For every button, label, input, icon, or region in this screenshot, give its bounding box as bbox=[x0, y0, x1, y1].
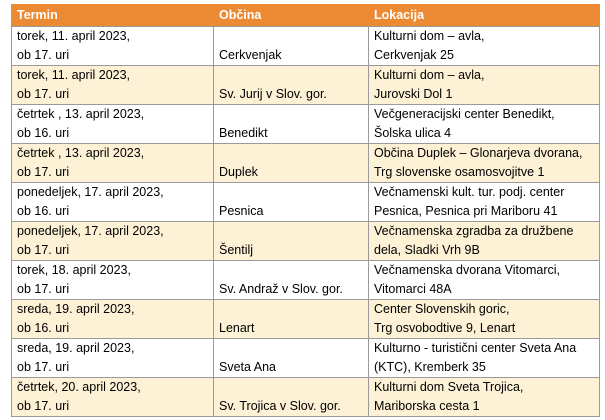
cell-obcina bbox=[214, 183, 369, 222]
termin-line: ob 17. uri bbox=[17, 360, 70, 374]
cell-obcina bbox=[214, 378, 369, 417]
termin-line: ob 17. uri bbox=[17, 48, 70, 62]
cell-termin bbox=[12, 183, 214, 222]
cell-termin bbox=[12, 261, 214, 300]
obcina-text: Cerkvenjak bbox=[219, 48, 282, 62]
termin-line: ob 16. uri bbox=[17, 126, 70, 140]
termin-line: četrtek, 20. april 2023, bbox=[17, 380, 141, 394]
cell-lokacija bbox=[369, 261, 600, 300]
obcina-text: Benedikt bbox=[219, 126, 268, 140]
termin-line: ob 17. uri bbox=[17, 243, 70, 257]
cell-lokacija bbox=[369, 300, 600, 339]
obcina-text: Duplek bbox=[219, 165, 258, 179]
termin-line: ob 17. uri bbox=[17, 87, 70, 101]
lokacija-line: Večnamenski kult. tur. podj. center bbox=[374, 185, 565, 199]
lokacija-line: Večnamenska zgradba za družbene bbox=[374, 224, 574, 238]
cell-obcina bbox=[214, 300, 369, 339]
lokacija-line: Kulturni dom – avla, bbox=[374, 68, 485, 82]
cell-obcina bbox=[214, 144, 369, 183]
termin-line: ob 17. uri bbox=[17, 282, 70, 296]
termin-line: ob 16. uri bbox=[17, 204, 70, 218]
table-row bbox=[12, 300, 600, 339]
termin-line: sreda, 19. april 2023, bbox=[17, 341, 135, 355]
table-row bbox=[12, 339, 600, 378]
termin-line: torek, 18. april 2023, bbox=[17, 263, 131, 277]
table-row bbox=[12, 183, 600, 222]
schedule-table bbox=[11, 4, 600, 417]
termin-line: ob 16. uri bbox=[17, 321, 70, 335]
cell-obcina bbox=[214, 105, 369, 144]
termin-line: torek, 11. april 2023, bbox=[17, 68, 131, 82]
cell-obcina bbox=[214, 339, 369, 378]
table-row bbox=[12, 27, 600, 66]
cell-termin bbox=[12, 66, 214, 105]
termin-line: ponedeljek, 17. april 2023, bbox=[17, 185, 164, 199]
cell-lokacija bbox=[369, 144, 600, 183]
table-row bbox=[12, 105, 600, 144]
termin-line: četrtek , 13. april 2023, bbox=[17, 107, 145, 121]
obcina-text: Lenart bbox=[219, 321, 255, 335]
lokacija-line: Center Slovenskih goric, bbox=[374, 302, 510, 316]
lokacija-line: Pesnica, Pesnica pri Mariboru 41 bbox=[374, 204, 558, 218]
cell-lokacija bbox=[369, 339, 600, 378]
obcina-text: Sv. Jurij v Slov. gor. bbox=[219, 87, 327, 101]
cell-lokacija bbox=[369, 105, 600, 144]
cell-termin bbox=[12, 300, 214, 339]
lokacija-line: Kulturno - turistični center Sveta Ana bbox=[374, 341, 577, 355]
cell-lokacija bbox=[369, 378, 600, 417]
termin-line: torek, 11. april 2023, bbox=[17, 29, 131, 43]
lokacija-line: Trg slovenske osamosvojitve 1 bbox=[374, 165, 545, 179]
termin-line: ob 17. uri bbox=[17, 165, 70, 179]
lokacija-line: Vitomarci 48A bbox=[374, 282, 452, 296]
obcina-text: Sveta Ana bbox=[219, 360, 276, 374]
cell-termin bbox=[12, 378, 214, 417]
cell-obcina bbox=[214, 27, 369, 66]
cell-termin bbox=[12, 105, 214, 144]
lokacija-line: Trg osvobodtive 9, Lenart bbox=[374, 321, 516, 335]
obcina-text: Sv. Andraž v Slov. gor. bbox=[219, 282, 343, 296]
cell-lokacija bbox=[369, 183, 600, 222]
table-row bbox=[12, 378, 600, 417]
header-termin: Termin bbox=[12, 5, 214, 27]
cell-obcina bbox=[214, 66, 369, 105]
cell-lokacija bbox=[369, 27, 600, 66]
table-row bbox=[12, 222, 600, 261]
header-obcina: Občina bbox=[214, 5, 369, 27]
lokacija-line: Mariborska cesta 1 bbox=[374, 399, 480, 413]
termin-line: četrtek , 13. april 2023, bbox=[17, 146, 145, 160]
lokacija-line: Kulturni dom – avla, bbox=[374, 29, 485, 43]
lokacija-line: Večgeneracijski center Benedikt, bbox=[374, 107, 555, 121]
lokacija-line: dela, Sladki Vrh 9B bbox=[374, 243, 480, 257]
header-lokacija: Lokacija bbox=[369, 5, 600, 27]
lokacija-line: Kulturni dom Sveta Trojica, bbox=[374, 380, 524, 394]
cell-termin bbox=[12, 339, 214, 378]
obcina-text: Pesnica bbox=[219, 204, 264, 218]
lokacija-line: Šolska ulica 4 bbox=[374, 126, 452, 140]
table-row bbox=[12, 144, 600, 183]
lokacija-line: Cerkvenjak 25 bbox=[374, 48, 454, 62]
table-row bbox=[12, 261, 600, 300]
termin-line: sreda, 19. april 2023, bbox=[17, 302, 135, 316]
cell-obcina bbox=[214, 261, 369, 300]
cell-lokacija bbox=[369, 222, 600, 261]
cell-termin bbox=[12, 144, 214, 183]
lokacija-line: Občina Duplek – Glonarjeva dvorana, bbox=[374, 146, 583, 160]
termin-line: ponedeljek, 17. april 2023, bbox=[17, 224, 164, 238]
lokacija-line: Večnamenska dvorana Vitomarci, bbox=[374, 263, 560, 277]
cell-obcina bbox=[214, 222, 369, 261]
cell-lokacija bbox=[369, 66, 600, 105]
lokacija-line: (KTC), Kremberk 35 bbox=[374, 360, 486, 374]
obcina-text: Šentilj bbox=[219, 243, 254, 257]
lokacija-line: Jurovski Dol 1 bbox=[374, 87, 453, 101]
termin-line: ob 17. uri bbox=[17, 399, 70, 413]
header-row bbox=[12, 5, 600, 27]
table-row bbox=[12, 66, 600, 105]
cell-termin bbox=[12, 27, 214, 66]
cell-termin bbox=[12, 222, 214, 261]
obcina-text: Sv. Trojica v Slov. gor. bbox=[219, 399, 341, 413]
